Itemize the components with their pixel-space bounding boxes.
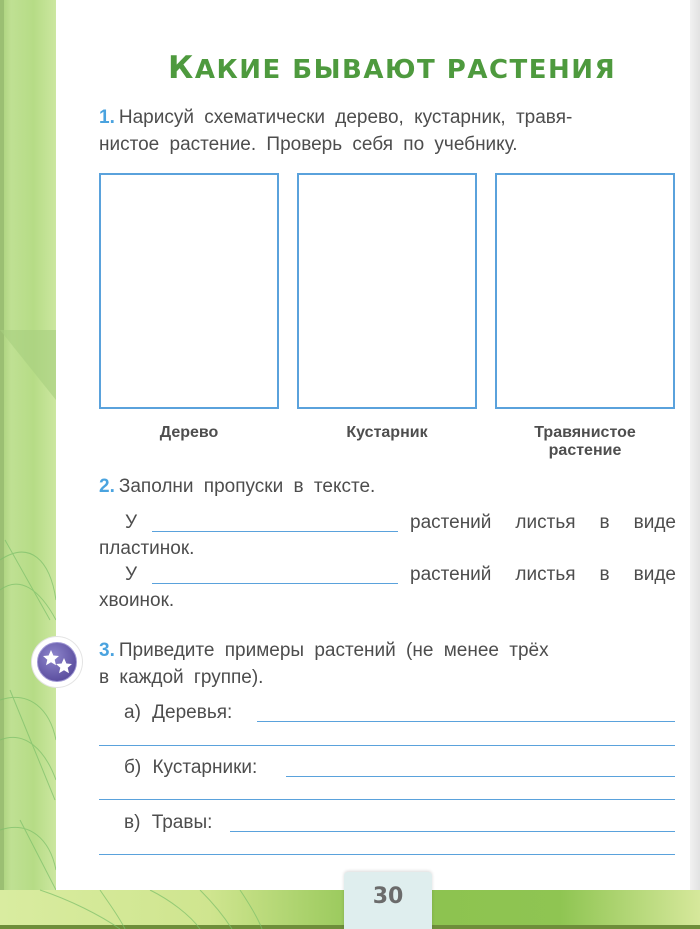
grasses-answer-line-2[interactable] [99, 854, 675, 855]
herb-label [495, 424, 675, 460]
task3-line1: Приведите примеры растений (не менее трёх [118, 640, 549, 661]
sentence2-suffix: растений листья в виде [410, 564, 676, 585]
grasses-answer-line-1[interactable] [230, 831, 675, 832]
title-rest: АКИЕ БЫВАЮТ РАСТЕНИЯ [194, 55, 617, 85]
task3-number: 3. [99, 640, 115, 661]
sentence1-prefix: У [125, 512, 138, 533]
task2-instruction [99, 473, 375, 500]
two-stars-icon [42, 649, 74, 677]
drawing-box-tree[interactable] [99, 173, 279, 409]
task3-line2: в каждой группе). [99, 667, 264, 688]
page-number-tab [344, 872, 432, 929]
task1-line1: Нарисуй схематически дерево, кустарник, травя- [118, 107, 573, 128]
task3-instruction [99, 637, 677, 691]
sentence2-blank[interactable] [152, 583, 398, 584]
shrubs-answer-line-1[interactable] [286, 776, 675, 777]
drawing-box-shrub[interactable] [297, 173, 477, 409]
task1-number: 1. [99, 107, 115, 128]
sentence1-suffix: растений листья в виде [410, 512, 676, 533]
shrubs-label: б) Кустарники: [124, 757, 258, 778]
task2-number: 2. [99, 476, 115, 497]
task1-line2: нистое растение. Проверь себя по учебнику. [99, 134, 518, 155]
grasses-label: в) Травы: [124, 812, 213, 833]
tree-label: Дерево [159, 424, 219, 441]
herb-label-line2: растение [548, 442, 622, 459]
sentence1-blank[interactable] [152, 531, 398, 532]
page-title [168, 50, 617, 86]
trees-answer-line-2[interactable] [99, 745, 675, 746]
title-first-letter: К [168, 50, 195, 86]
difficulty-badge [32, 637, 82, 687]
task1-instruction [99, 104, 679, 158]
left-page-edge-background [0, 0, 56, 929]
trees-answer-line-1[interactable] [257, 721, 675, 722]
sentence2-continuation: хвоинок. [99, 590, 175, 611]
drawing-box-herb[interactable] [495, 173, 675, 409]
herb-label-line1: Травянистое [534, 424, 636, 441]
task2-instruction-text: Заполни пропуски в тексте. [118, 476, 376, 497]
right-page-edge [690, 0, 700, 890]
shrubs-answer-line-2[interactable] [99, 799, 675, 800]
trees-label: а) Деревья: [124, 702, 233, 723]
sentence1-continuation: пластинок. [99, 538, 195, 559]
sentence2-prefix: У [125, 564, 138, 585]
shrub-label: Кустарник [346, 424, 428, 441]
page-number: 30 [372, 884, 404, 909]
